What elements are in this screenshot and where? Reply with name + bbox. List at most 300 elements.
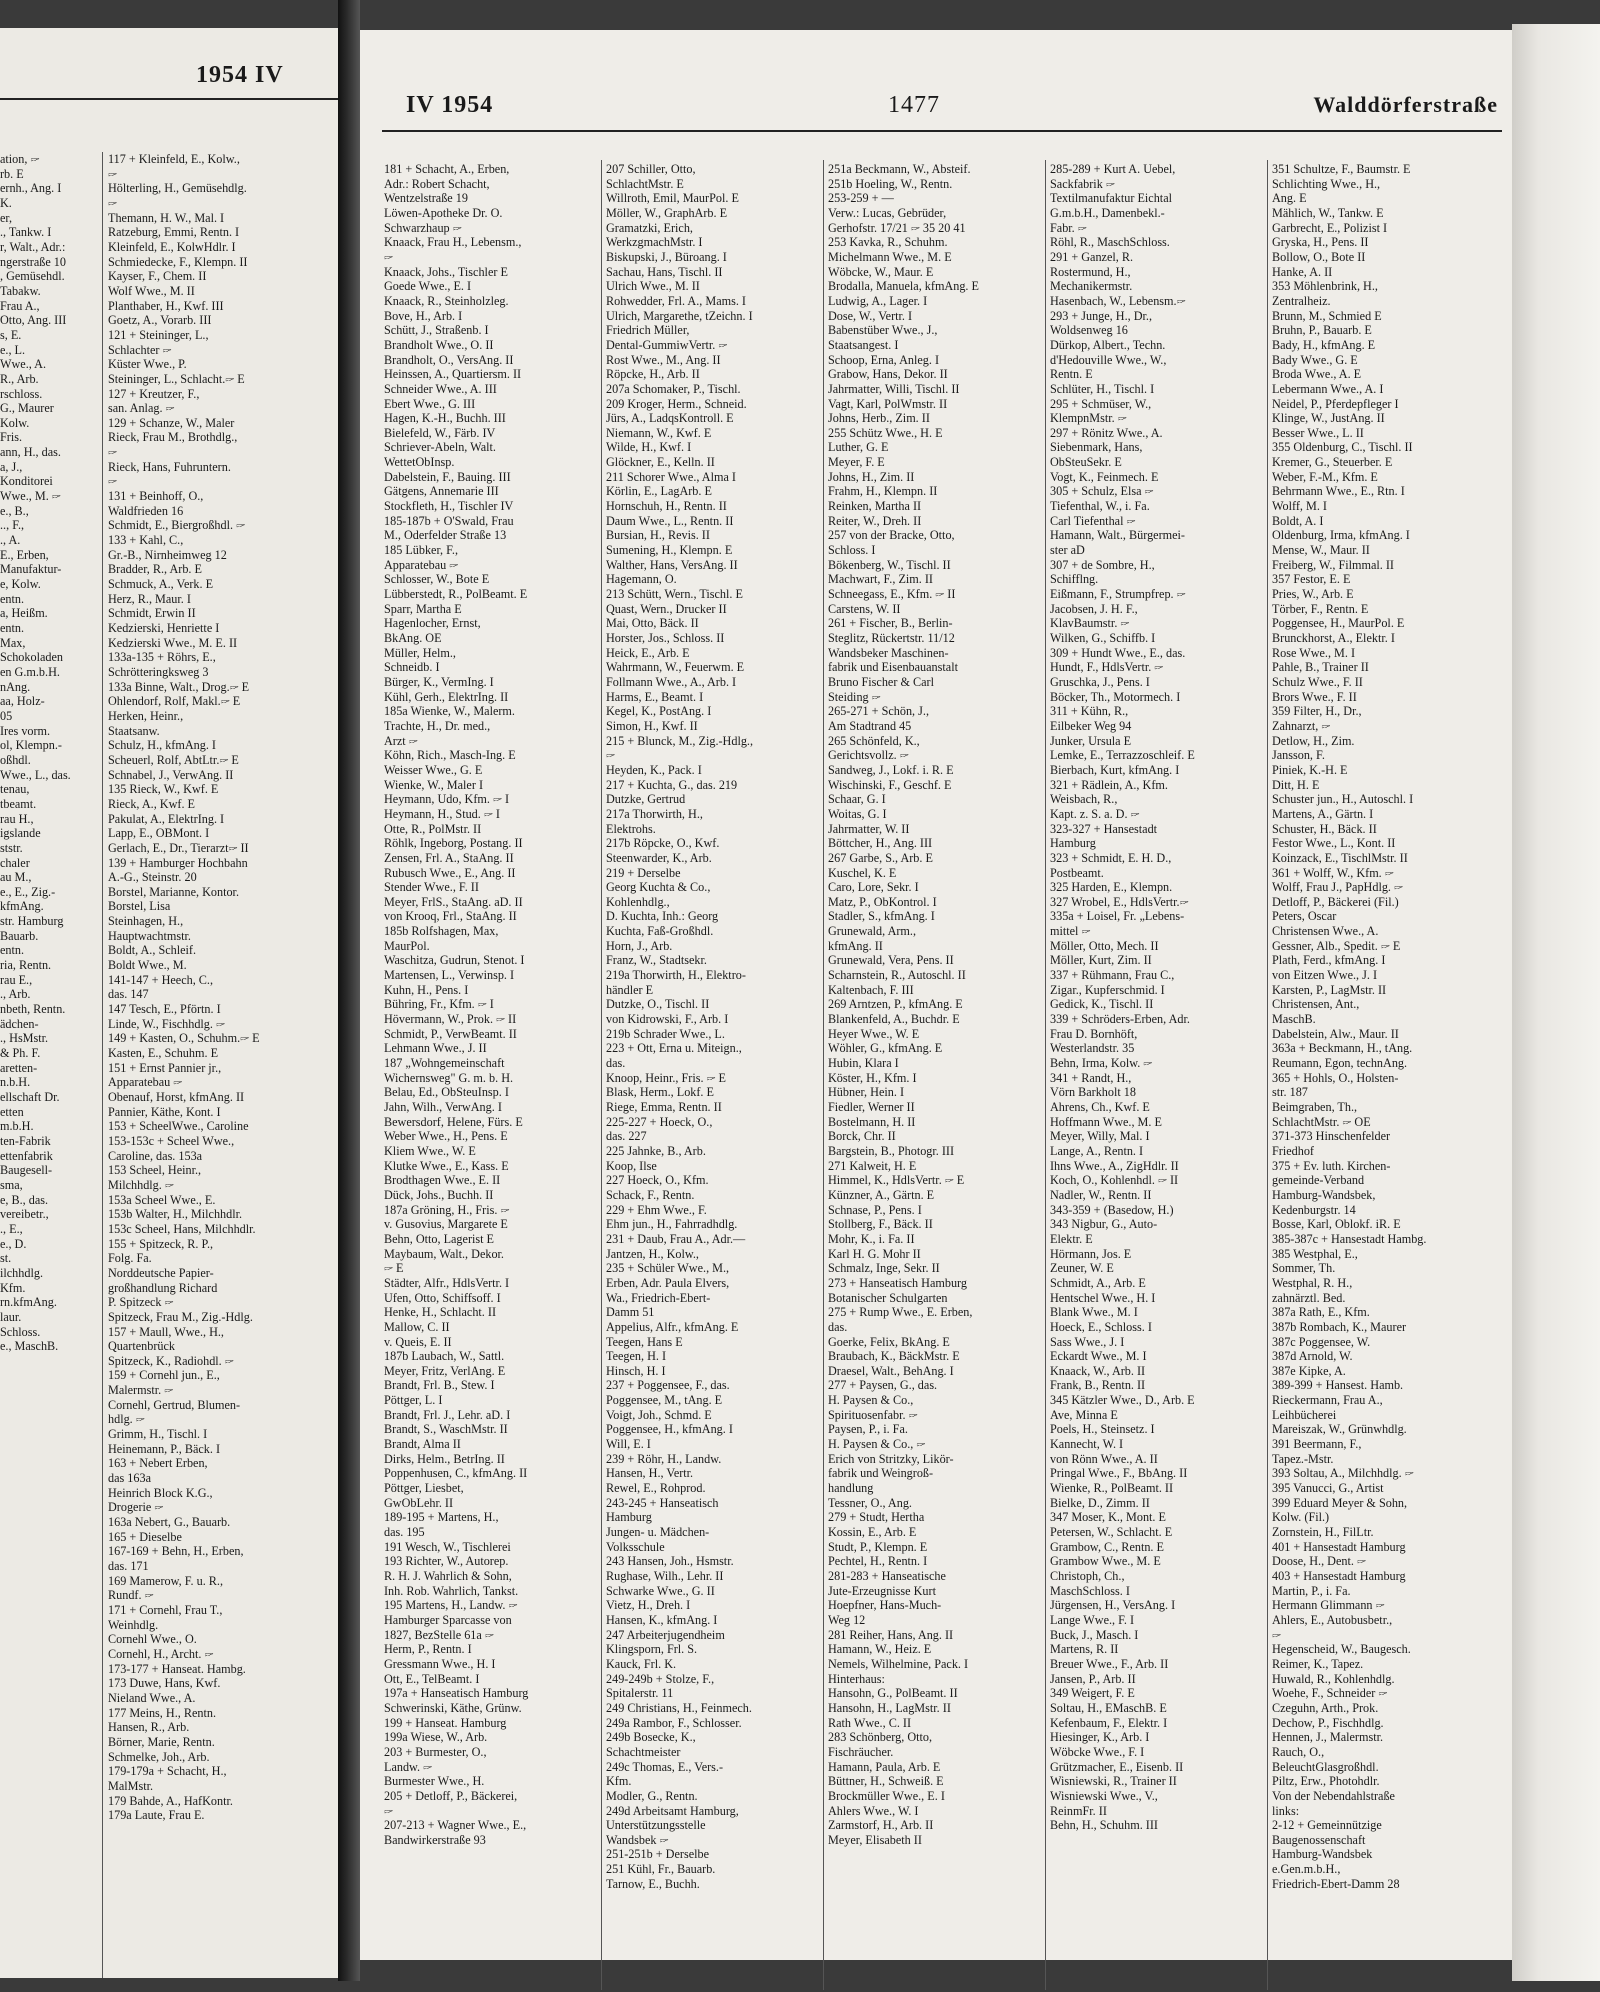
directory-line: Kannecht, W. I: [1050, 1437, 1124, 1452]
directory-line: Köster, H., Kfm. I: [828, 1070, 917, 1085]
directory-line: e., D.: [0, 1236, 27, 1251]
directory-line: Weber, F.-M., Kfm. E: [1272, 469, 1378, 484]
street-name-header: Walddörferstraße: [1313, 92, 1498, 117]
directory-line: Carstens, W. II: [828, 601, 901, 616]
directory-line: Eckardt Wwe., M. I: [1050, 1349, 1147, 1364]
directory-line: 165 + Dieselbe: [108, 1529, 182, 1544]
directory-line: Tiefenthal, W., i. Fa.: [1050, 499, 1150, 514]
directory-line: Quast, Wern., Drucker II: [606, 601, 727, 616]
directory-line: ädchen-: [0, 1016, 39, 1031]
directory-line: Schmelke, Joh., Arb.: [108, 1749, 210, 1764]
directory-line: Scharnstein, R., Autoschl. II: [828, 968, 966, 983]
directory-line: Bradder, R., Arb. E: [108, 562, 202, 577]
directory-line: fabrik und Eisenbauanstalt: [828, 660, 958, 675]
directory-line: Hamburg: [606, 1510, 652, 1525]
directory-line: BkAng. OE: [384, 631, 442, 645]
directory-line: Schulz Wwe., F. II: [1272, 674, 1363, 689]
directory-line: ster aD: [1050, 543, 1085, 558]
directory-line: Gerhofstr. 17/21 🖙 35 20 41: [828, 220, 966, 235]
directory-line: Lebermann Wwe., A. I: [1272, 381, 1384, 396]
directory-line: 149 + Kasten, O., Schuhm.🖙 E: [108, 1031, 260, 1046]
directory-line: 129 + Schanze, W., Maler: [108, 415, 235, 430]
directory-line: Schmuck, A., Verk. E: [108, 577, 214, 592]
directory-line: Elektr. E: [1050, 1231, 1093, 1246]
directory-line: Bruhn, P., Bauarb. E: [1272, 323, 1372, 338]
directory-line: Bostelmann, H. II: [828, 1114, 916, 1129]
directory-line: en G.m.b.H.: [0, 664, 60, 679]
directory-line: P. Spitzeck 🖙: [108, 1295, 174, 1310]
directory-line: Bürger, K., VermIng. I: [384, 674, 494, 689]
directory-line: 387c Poggensee, W.: [1272, 1334, 1371, 1349]
directory-line: Steininger, L., Schlacht.🖙 E: [108, 371, 245, 386]
directory-line: 155 + Spitzeck, R. P.,: [108, 1236, 214, 1251]
directory-line: WerkzgmachMstr. I: [606, 235, 703, 250]
directory-line: Dürkop, Albert., Techn.: [1050, 337, 1166, 352]
directory-line: Hamann, W., Heiz. E: [828, 1642, 932, 1657]
directory-line: Schlachter 🖙: [108, 342, 172, 357]
directory-line: Schmidt, Erwin II: [108, 606, 196, 621]
directory-line: Kolw.: [0, 415, 30, 430]
directory-line: Hoepfner, Hans-Much-: [828, 1598, 942, 1613]
directory-line: Wentzelstraße 19: [384, 191, 468, 206]
directory-line: ., Arb.: [0, 987, 31, 1002]
directory-line: 217b Röpcke, O., Kwf.: [606, 836, 720, 851]
directory-line: 173 Duwe, Hans, Kwf.: [108, 1676, 221, 1691]
directory-line: vereibetr.,: [0, 1207, 49, 1222]
directory-line: n.b.H.: [0, 1075, 31, 1090]
directory-line: Schwerinski, Käthe, Grünw.: [384, 1700, 522, 1715]
directory-line: Adr.: Robert Schacht,: [384, 176, 490, 191]
directory-line: Kolw. (Fil.): [1272, 1510, 1330, 1525]
directory-line: Poggensee, H., kfmAng. I: [606, 1422, 733, 1437]
directory-line: 251a Beckmann, W., Absteif.: [828, 162, 971, 176]
directory-line: Elektrohs.: [606, 821, 656, 836]
directory-line: 249-249b + Stolze, F.,: [606, 1671, 715, 1686]
directory-line: Hagemann, O.: [606, 572, 677, 587]
directory-line: Max,: [0, 635, 26, 650]
directory-line: Hölterling, H., Gemüsehdlg.: [108, 181, 247, 196]
directory-line: 167-169 + Behn, H., Erben,: [108, 1544, 244, 1559]
directory-line: Tabakw.: [0, 283, 41, 298]
directory-line: Schloss. I: [828, 543, 876, 558]
directory-line: 323-327 + Hansestadt: [1050, 821, 1158, 836]
directory-line: Broda Wwe., A. E: [1272, 367, 1362, 382]
directory-line: Bollow, O., Bote II: [1272, 249, 1366, 264]
directory-line: Möller, Kurt, Zim. II: [1050, 953, 1152, 968]
directory-line: Malermstr. 🖙: [108, 1383, 174, 1398]
directory-line: Schwarke Wwe., G. II: [606, 1583, 715, 1598]
directory-line: Schnase, P., Pens. I: [828, 1202, 922, 1217]
directory-line: Follmann Wwe., A., Arb. I: [606, 674, 737, 689]
directory-line: nAng.: [0, 679, 31, 694]
directory-line: Cornehl, H., Archt. 🖙: [108, 1646, 214, 1661]
directory-line: Volksschule: [606, 1539, 665, 1554]
directory-line: Knaack, R., Steinholzleg.: [384, 293, 509, 308]
directory-line: Cornehl, Gertrud, Blumen-: [108, 1397, 241, 1412]
directory-line: Behn, H., Schuhm. III: [1050, 1818, 1158, 1833]
directory-line: 343-359 + (Basedow, H.): [1050, 1202, 1174, 1217]
directory-line: Georg Kuchta & Co.,: [606, 880, 711, 895]
directory-line: Sparr, Martha E: [384, 601, 462, 616]
left-cut-column: [0, 152, 100, 1978]
directory-line: str. 187: [1272, 1085, 1308, 1100]
directory-line: Gryska, H., Pens. II: [1272, 235, 1369, 250]
directory-line: Kossin, E., Arb. E: [828, 1525, 917, 1540]
directory-line: 261 + Fischer, B., Berlin-: [828, 616, 953, 631]
directory-line: das. 171: [108, 1559, 149, 1573]
directory-line: Müller, Helm.,: [384, 645, 456, 660]
directory-line: 153 Scheel, Heinr.,: [108, 1163, 202, 1178]
directory-line: kfmAng.: [0, 899, 44, 914]
directory-line: Braubach, K., BäckMstr. E: [828, 1349, 960, 1364]
directory-line: Schokoladen: [0, 650, 63, 665]
directory-line: Nadler, W., Rentn. II: [1050, 1187, 1152, 1202]
directory-line: Wahrmann, W., Feuerwm. E: [606, 660, 745, 675]
directory-line: Gerlach, E., Dr., Tierarzt🖙 II: [108, 840, 249, 855]
directory-line: M., Oderfelder Straße 13: [384, 528, 507, 543]
directory-line: Harms, E., Beamt. I: [606, 689, 704, 704]
directory-line: 347 Moser, K., Mont. E: [1050, 1510, 1166, 1525]
directory-line: Rost Wwe., M., Ang. II: [606, 352, 721, 367]
directory-line: 🖙: [384, 249, 393, 264]
directory-line: Schuster jun., H., Autoschl. I: [1272, 792, 1414, 807]
directory-line: Schlosser, W., Bote E: [384, 572, 490, 587]
directory-line: Brodthagen Wwe., E. II: [384, 1173, 501, 1188]
directory-line: Hauptwachtmstr.: [108, 928, 191, 943]
directory-line: 251b Hoeling, W., Rentn.: [828, 176, 953, 191]
directory-line: 217 + Kuchta, G., das. 219: [606, 777, 738, 792]
directory-line: sma,: [0, 1177, 23, 1192]
directory-line: Reumann, Egon, technAng.: [1272, 1056, 1408, 1071]
directory-line: Pechtel, H., Rentn. I: [828, 1554, 928, 1569]
directory-line: Röhl, R., MaschSchloss.: [1050, 235, 1170, 250]
directory-line: e., L.: [0, 342, 26, 357]
directory-line: Glöckner, E., Kelln. II: [606, 455, 715, 470]
directory-line: Kedenburgstr. 14: [1272, 1202, 1356, 1217]
directory-line: rau E.,: [0, 972, 33, 987]
directory-line: Törber, F., Rentn. E: [1272, 601, 1369, 616]
book-gutter: [338, 0, 360, 1981]
directory-line: Jürs, A., LadqsKontroll. E: [606, 411, 734, 426]
directory-line: Woitas, G. I: [828, 806, 887, 821]
directory-line: Himmel, K., HdlsVertr. 🖙 E: [828, 1173, 965, 1188]
directory-line: MaurPol.: [384, 938, 430, 953]
directory-line: Poppenhusen, C., kfmAng. II: [384, 1466, 528, 1481]
directory-line: 371-373 Hinschenfelder: [1272, 1129, 1391, 1144]
directory-line: Kohlenhdlg.,: [606, 894, 670, 909]
directory-line: a, Heißm.: [0, 606, 48, 621]
directory-line: Bruno Fischer & Carl: [828, 674, 934, 689]
directory-line: Zeuner, W. E: [1050, 1261, 1114, 1276]
directory-line: Voigt, Joh., Schmd. E: [606, 1407, 712, 1422]
directory-line: Wolff, Frau J., PapHdlg. 🖙: [1272, 880, 1403, 895]
directory-line: 265-271 + Schön, J.,: [828, 704, 929, 719]
directory-line: Bierbach, Kurt, kfmAng. I: [1050, 762, 1180, 777]
directory-line: Wandsbeker Maschinen-: [828, 645, 949, 660]
directory-line: Brunckhorst, A., Elektr. I: [1272, 631, 1395, 645]
directory-line: Lemke, E., Terrazzoschleif. E: [1050, 748, 1195, 763]
directory-line: Schmidt, A., Arb. E: [1050, 1275, 1146, 1290]
directory-line: Piltz, Erw., Photohdlr.: [1272, 1774, 1380, 1789]
directory-line: 385 Westphal, E.,: [1272, 1246, 1358, 1261]
directory-line: Hiesinger, K., Arb. I: [1050, 1730, 1150, 1745]
directory-line: Waschitza, Gudrun, Stenot. I: [384, 953, 525, 968]
directory-line: Erich von Stritzky, Likör-: [828, 1451, 954, 1466]
directory-line: 131 + Beinhoff, O.,: [108, 489, 204, 504]
left-page-header: 1954 IV: [196, 62, 284, 88]
directory-line: m.b.H.: [0, 1119, 34, 1134]
directory-column-5: [1272, 162, 1500, 1992]
directory-line: E., Erben,: [0, 547, 49, 562]
directory-line: Norddeutsche Papier-: [108, 1265, 214, 1280]
directory-line: ilchhdlg.: [0, 1265, 43, 1280]
directory-line: Gätgens, Annemarie III: [384, 484, 499, 499]
directory-line: Eißmann, F., Strumpfrep. 🖙: [1050, 587, 1186, 602]
directory-line: das.: [606, 1056, 626, 1071]
directory-line: Wöbcke Wwe., F. I: [1050, 1744, 1145, 1759]
directory-line: Heick, E., Arb. E: [606, 645, 690, 660]
directory-line: 391 Beermann, F.,: [1272, 1437, 1362, 1452]
directory-line: Schulz, H., kfmAng. I: [108, 738, 216, 753]
directory-line: Will, E. I: [606, 1437, 651, 1452]
directory-line: Luther, G. E: [828, 440, 889, 455]
directory-line: Jute-Erzeugnisse Kurt: [828, 1583, 936, 1598]
directory-line: 355 Oldenburg, C., Tischl. II: [1272, 440, 1413, 455]
directory-line: Knaack, W., Arb. II: [1050, 1363, 1146, 1378]
page-edge: [1512, 24, 1600, 1981]
directory-line: Vietz, H., Dreh. I: [606, 1598, 691, 1613]
directory-line: 219a Thorwirth, H., Elektro-: [606, 968, 746, 983]
directory-line: Soltau, H., EMaschB. E: [1050, 1700, 1167, 1715]
directory-line: Martensen, L., Verwinsp. I: [384, 968, 515, 983]
directory-line: Hornschuh, H., Rentn. II: [606, 499, 727, 514]
directory-line: Jahrmatter, W. II: [828, 821, 910, 836]
right-page: [360, 30, 1512, 1960]
directory-line: Eilbeker Weg 94: [1050, 718, 1132, 733]
directory-line: Jahn, Wilh., VerwAng. I: [384, 1100, 502, 1114]
directory-line: 1827, BezStelle 61a 🖙: [384, 1627, 494, 1642]
directory-line: 205 + Detloff, P., Bäckerei,: [384, 1788, 518, 1803]
directory-line: Hanke, A. II: [1272, 264, 1333, 279]
directory-line: Stender Wwe., F. II: [384, 880, 479, 895]
directory-line: Doose, H., Dent. 🖙: [1272, 1554, 1366, 1569]
directory-line: Unterstützungsstelle: [606, 1818, 706, 1833]
directory-line: Mareiszak, W., Grünwhdlg.: [1272, 1422, 1407, 1437]
directory-line: Steenwarder, K., Arb.: [606, 850, 712, 865]
directory-line: MaschSchloss. I: [1050, 1583, 1130, 1598]
directory-line: WettetObInsp.: [384, 455, 455, 470]
directory-line: BeleuchtGlasgroßhdl.: [1272, 1759, 1379, 1774]
directory-line: Ebert Wwe., G. III: [384, 396, 476, 411]
directory-line: ngerstraße 10: [0, 254, 66, 269]
directory-column-4: [1050, 162, 1262, 1992]
directory-line: Herm, P., Rentn. I: [384, 1642, 472, 1657]
directory-line: Arzt 🖙: [384, 733, 418, 748]
directory-line: Schifflng.: [1050, 572, 1099, 587]
directory-line: Kayser, F., Chem. II: [108, 269, 207, 284]
directory-line: 197a + Hanseatisch Hamburg: [384, 1686, 529, 1701]
directory-line: Staatsanw.: [108, 723, 160, 738]
directory-line: 345 Kätzler Wwe., D., Arb. E: [1050, 1393, 1195, 1408]
directory-line: Drogerie 🖙: [108, 1500, 164, 1515]
directory-line: Pahle, B., Trainer II: [1272, 660, 1369, 675]
directory-line: Trachte, H., Dr. med.,: [384, 718, 491, 733]
directory-line: A.-G., Steinstr. 20: [108, 870, 197, 885]
directory-line: Quartenbrück: [108, 1339, 176, 1354]
directory-line: 2-12 + Gemeinnützige: [1272, 1818, 1382, 1833]
directory-line: Grunewald, Vera, Pens. II: [828, 953, 954, 968]
directory-line: 05: [0, 708, 13, 723]
directory-line: entn.: [0, 591, 25, 606]
directory-line: Fabr. 🖙: [1050, 220, 1087, 235]
directory-line: Spirituosenfabr. 🖙: [828, 1407, 918, 1422]
directory-line: das.: [828, 1319, 848, 1334]
directory-line: Goerke, Felix, BkAng. E: [828, 1334, 950, 1349]
directory-line: Kuschel, K. E: [828, 865, 897, 880]
directory-line: 247 Arbeiterjugendheim: [606, 1627, 725, 1642]
directory-line: Boldt, A., Schleif.: [108, 943, 197, 958]
directory-line: Hansen, R., Arb.: [108, 1720, 190, 1735]
directory-line: ernh., Ang. I: [0, 181, 62, 196]
directory-line: 193 Richter, W., Autorep.: [384, 1554, 509, 1569]
directory-line: Zornstein, H., FilLtr.: [1272, 1525, 1374, 1540]
directory-line: zahnärztl. Bed.: [1272, 1290, 1346, 1305]
directory-line: Beimgraben, Th.,: [1272, 1100, 1358, 1114]
directory-column-2: [606, 162, 818, 1992]
directory-line: 359 Filter, H., Dr.,: [1272, 704, 1362, 719]
directory-line: Heinemann, P., Bäck. I: [108, 1441, 221, 1456]
directory-line: Ulrich Wwe., M. II: [606, 279, 700, 294]
directory-line: von Kidrowski, F., Arb. I: [606, 1012, 729, 1027]
directory-line: Peters, Oscar: [1272, 909, 1337, 924]
directory-line: Otte, R., PolMstr. II: [384, 821, 482, 836]
directory-line: Dück, Johs., Buchh. II: [384, 1187, 494, 1202]
directory-line: Milchhdlg. 🖙: [108, 1177, 174, 1192]
directory-line: ann, H., das.: [0, 445, 61, 460]
directory-line: 153 + ScheelWwe., Caroline: [108, 1119, 249, 1134]
directory-line: e., E., Zig.-: [0, 884, 56, 899]
directory-line: 211 Schorer Wwe., Alma I: [606, 469, 736, 484]
directory-line: Goede Wwe., E. I: [384, 279, 472, 294]
directory-line: Wienke, W., Maler I: [384, 777, 484, 792]
directory-line: 207a Schomaker, P., Tischl.: [606, 381, 741, 396]
directory-line: Karsten, P., LagMstr. II: [1272, 982, 1387, 997]
directory-line: Koch, O., Kohlenhdl. 🖙 II: [1050, 1173, 1179, 1188]
directory-line: Ave, Minna E: [1050, 1407, 1118, 1422]
directory-line: Ang. E: [1272, 191, 1307, 206]
directory-line: Steiding 🖙: [828, 689, 881, 704]
directory-line: Heinssen, A., Quartiersm. II: [384, 367, 522, 382]
directory-line: Pringal Wwe., F., BbAng. II: [1050, 1466, 1188, 1481]
directory-line: Zahnarzt, 🖙: [1272, 718, 1331, 733]
directory-line: 335a + Loisel, Fr. „Lebens-: [1050, 909, 1185, 924]
directory-line: 207-213 + Wagner Wwe., E.,: [384, 1818, 527, 1833]
directory-line: 305 + Schulz, Elsa 🖙: [1050, 484, 1154, 499]
directory-line: Spitzeck, Frau M., Zig.-Hdlg.: [108, 1309, 253, 1324]
directory-line: 🖙: [108, 166, 117, 181]
directory-line: Heymann, H., Stud. 🖙 I: [384, 806, 500, 821]
directory-line: 239 + Röhr, H., Landw.: [606, 1451, 722, 1466]
directory-line: Rauch, O.,: [1272, 1744, 1325, 1759]
directory-line: das. 147: [108, 987, 149, 1002]
directory-line: Inh. Rob. Wahrlich, Tankst.: [384, 1583, 519, 1598]
directory-line: Heymann, Udo, Kfm. 🖙 I: [384, 792, 510, 807]
directory-line: Hoeck, E., Schloss. I: [1050, 1319, 1152, 1334]
directory-line: e., MaschB.: [0, 1339, 59, 1354]
directory-line: Jacobsen, J. H. F.,: [1050, 601, 1138, 616]
directory-line: GwObLehr. II: [384, 1495, 454, 1510]
directory-line: 387e Kipke, A.: [1272, 1363, 1346, 1378]
directory-line: Wilde, H., Kwf. I: [606, 440, 692, 455]
directory-line: 353 Möhlenbrink, H.,: [1272, 279, 1378, 294]
directory-line: 257 von der Bracke, Otto,: [828, 528, 955, 543]
directory-line: 173-177 + Hanseat. Hambg.: [108, 1661, 246, 1676]
directory-line: 349 Weigert, F. E: [1050, 1686, 1135, 1701]
directory-line: ststr.: [0, 840, 23, 855]
directory-line: Reiter, W., Dreh. II: [828, 513, 922, 528]
directory-line: D. Kuchta, Inh.: Georg: [606, 909, 719, 924]
directory-line: Hinterhaus:: [828, 1671, 885, 1686]
directory-line: gemeinde-Verband: [1272, 1173, 1365, 1188]
directory-line: KlavBaumstr. 🖙: [1050, 616, 1130, 631]
directory-line: SchlachtMstr. 🖙 OE: [1272, 1114, 1371, 1129]
directory-line: Ufen, Otto, Schiffsoff. I: [384, 1290, 501, 1305]
directory-line: Frau A.,: [0, 298, 40, 313]
directory-line: 🖙: [1272, 1627, 1281, 1642]
directory-line: Meyer, FrlS., StaAng. aD. II: [384, 894, 523, 909]
directory-line: 133a-135 + Röhrs, E.,: [108, 650, 216, 665]
directory-line: Künzner, A., Gärtn. E: [828, 1187, 935, 1202]
directory-line: nbeth, Rentn.: [0, 1002, 66, 1017]
directory-line: 229 + Ehm Wwe., F.: [606, 1202, 707, 1217]
directory-line: Brandt, S., WaschMstr. II: [384, 1422, 508, 1437]
directory-line: 🖙: [108, 195, 117, 210]
directory-line: Schlichting Wwe., H.,: [1272, 176, 1381, 191]
directory-line: Kfm.: [606, 1774, 632, 1789]
directory-line: Zarmstorf, H., Arb. II: [828, 1818, 934, 1833]
directory-line: Dental-GummiwVertr. 🖙: [606, 337, 728, 352]
directory-line: Grunewald, Arm.,: [828, 924, 917, 939]
directory-line: 253 Kavka, R., Schuhm.: [828, 235, 948, 250]
left-page: [0, 28, 338, 1978]
directory-line: von Eitzen Wwe., J. I: [1272, 968, 1378, 983]
directory-line: kfmAng. II: [828, 938, 883, 953]
directory-line: 385-387c + Hansestadt Hambg.: [1272, 1231, 1427, 1246]
directory-line: Rundf. 🖙: [108, 1588, 154, 1603]
directory-line: Jungen- u. Mädchen-: [606, 1525, 710, 1540]
directory-line: Lübberstedt, R., PolBeamt. E: [384, 587, 528, 602]
directory-line: Walther, Hans, VersAng. II: [606, 557, 738, 572]
directory-line: Schnabel, J., VerwAng. II: [108, 767, 234, 782]
directory-line: Rieckermann, Frau A.,: [1272, 1393, 1383, 1408]
directory-line: Röhlk, Ingeborg, Postang. II: [384, 836, 523, 851]
directory-line: 351 Schultze, F., Baumstr. E: [1272, 162, 1411, 176]
page-number: 1477: [888, 92, 940, 118]
directory-line: 209 Kroger, Herm., Schneid.: [606, 396, 747, 411]
directory-line: er,: [0, 210, 13, 225]
directory-line: Staatsangest. I: [828, 337, 899, 352]
directory-line: 255 Schütz Wwe., H. E: [828, 425, 943, 440]
directory-line: Michelmann Wwe., M. E: [828, 249, 952, 264]
directory-column-1: [384, 162, 596, 1992]
directory-line: 267 Garbe, S., Arb. E: [828, 850, 933, 865]
directory-line: st.: [0, 1251, 12, 1266]
left-column-rule: [102, 152, 103, 1978]
directory-line: 203 + Burmester, O.,: [384, 1744, 487, 1759]
directory-line: Meyer, Elisabeth II: [828, 1832, 922, 1847]
directory-line: Rewel, E., Rohprod.: [606, 1481, 706, 1496]
directory-line: Hinsch, H. I: [606, 1363, 666, 1378]
